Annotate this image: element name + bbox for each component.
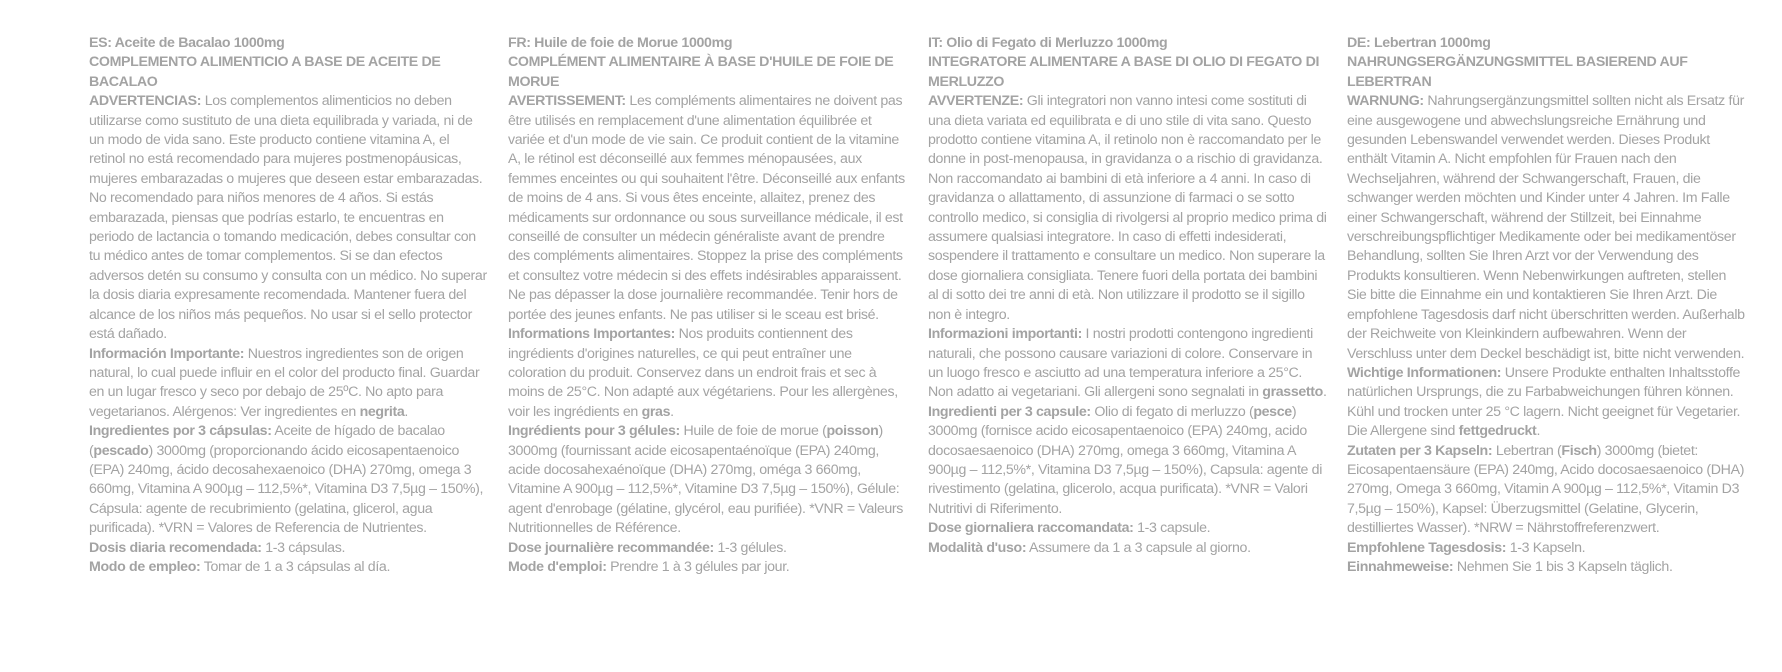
- column-subtitle: COMPLÉMENT ALIMENTAIRE À BASE D'HUILE DE FOIE DE MORUE: [508, 54, 894, 90]
- warnings-label: AVERTISSEMENT:: [508, 93, 626, 110]
- ingredients-label: Ingredientes por 3 cápsulas:: [89, 423, 272, 440]
- allergen-format-word: negrita: [359, 403, 405, 420]
- daily-dose-text: 1-3 cápsulas.: [261, 539, 346, 556]
- important-info-label: Informazioni importanti:: [928, 326, 1082, 343]
- allergen-format-word: fettgedruckt: [1458, 423, 1537, 440]
- important-info-end: .: [1322, 384, 1327, 401]
- important-info-end: .: [404, 403, 409, 420]
- usage-text: Prendre 1 à 3 gélules par jour.: [606, 558, 790, 575]
- ingredients-label: Zutaten per 3 Kapseln:: [1347, 442, 1493, 459]
- ingredients-text-rest: ) 3000mg (proporcionando ácido eicosapentaenoico (EPA) 240mg, ácido decosahexaenoico (DHA) 270mg, omega 3 660mg, Vitamina A 900µg – 112,5%*, Vitamina D3 7,5µg – 150%), Cápsula: agente de recubrimiento (gelatina, glicerol, agua purificada). *VRN = Valores de Referencia de Nutrientes.: [89, 442, 484, 537]
- important-info-end: .: [1536, 423, 1541, 440]
- column-title: ES: Aceite de Bacalao 1000mg: [89, 35, 285, 51]
- ingredients-text-rest: ) 3000mg (fournissant acide eicosapentaénoïque (EPA) 240mg, acide docosahexaénoïque (DHA) 270mg, oméga 3 660mg, Vitamine A 900µg – 112,5%*, Vitamine D3 7,5µg – 150%), Gélule: agent d'enrobage (gélatine, glycérol, eau purifiée). *VNR = Valeurs Nutritionnelles de Référence.: [508, 423, 904, 537]
- warnings-label: AVVERTENZE:: [928, 93, 1024, 110]
- ingredients-paragraph: [508, 422, 908, 538]
- ingredients-text-rest: ) 3000mg (fornisce acido eicosapentaenoico (EPA) 240mg, acido docosaesaenoico (DHA) 270mg, omega 3 660mg, Vitamina A 900µg – 112,5%*, Vitamina D3 7,5µg – 150%), Capsula: agente di rivestimento (gelatina, glicerolo, acqua purificata). *VNR = Valori Nutritivi di Riferimento.: [928, 403, 1323, 517]
- warnings-label: ADVERTENCIAS:: [89, 93, 202, 110]
- usage-text: Assumere da 1 a 3 capsule al giorno.: [1026, 539, 1251, 556]
- important-info-text: I nostri prodotti contengono ingredienti naturali, che possono causare variazioni di colore. Conservare in un luogo fresco e asciutto ad una temperatura inferiore a 25°C. Non adatto ai vegetariani. Gli allergeni sono segnalati in: [928, 326, 1313, 401]
- daily-dose-label: Dose journalière recommandée:: [508, 539, 714, 556]
- ingredients-text: Olio di fegato di merluzzo (: [1090, 403, 1254, 420]
- column-title: FR: Huile de foie de Morue 1000mg: [508, 35, 733, 51]
- important-info-text: Nos produits contiennent des ingrédients d'origines naturelles, ce qui peut entraîner une coloration du produit. Conservez dans un endroit frais et sec à moins de 25°C. Non adapté aux végétariens. Pour les allergènes, voir les ingrédients en: [508, 326, 898, 420]
- ingredients-label: Ingrédients pour 3 gélules:: [508, 423, 680, 440]
- important-info-paragraph: [89, 345, 489, 423]
- allergen-format-word: grassetto: [1262, 384, 1323, 401]
- daily-dose-paragraph: [508, 539, 908, 558]
- warnings-paragraph: [928, 92, 1328, 325]
- daily-dose-label: Empfohlene Tagesdosis:: [1347, 539, 1507, 556]
- ingredients-text: Huile de foie de morue (: [679, 423, 827, 440]
- daily-dose-text: 1-3 capsule.: [1133, 520, 1211, 537]
- important-info-text: Nuestros ingredientes son de origen natural, lo cual puede influir en el color del producto final. Guardar en un lugar fresco y seco por debajo de 25ºC. No apto para vegetarianos. Alérgenos: Ver ingredientes en: [89, 345, 480, 420]
- warnings-paragraph: [1347, 92, 1747, 364]
- spanish-column: [89, 34, 489, 577]
- important-info-paragraph: [508, 325, 908, 422]
- allergen-name: Fisch: [1561, 442, 1597, 459]
- ingredients-text: Aceite de hígado de bacalao (: [89, 423, 445, 459]
- daily-dose-label: Dosis diaria recomendada:: [89, 539, 262, 556]
- warnings-text: Los complementos alimenticios no deben utilizarse como sustituto de una dieta equilibrada y variada, ni de un modo de vida sano. Este producto contiene vitamina A, el retinol no está recomendado para mujeres postmenopáusicas, mujeres embarazadas o mujeres que deseen estar embarazadas. No recomendado para niños menores de 4 años. Si estás embarazada, piensas que podrías estarlo, te encuentras en periodo de lactancia o tomando medicación, debes consultar con tu médico antes de tomar complementos. Si se dan efectos adversos detén su consumo y consulta con un médico. No superar la dosis diaria expresamente recomendada. Mantener fuera del alcance de los niños más pequeños. No usar si el sello protector está dañado.: [89, 93, 487, 343]
- allergen-format-word: gras: [641, 403, 671, 420]
- ingredients-paragraph: [89, 422, 489, 538]
- column-title: DE: Lebertran 1000mg: [1347, 35, 1491, 51]
- column-subtitle: NAHRUNGSERGÄNZUNGSMITTEL BASIEREND AUF LEBERTRAN: [1347, 54, 1688, 90]
- usage-paragraph: [89, 558, 489, 577]
- warnings-text: Nahrungsergänzungsmittel sollten nicht als Ersatz für eine ausgewogene und abwechslungsreiche Ernährung und gesunden Lebenswandel verwendet werden. Dieses Produkt enthält Vitamin A. Nicht empfohlen für Frauen nach den Wechseljahren, während der Schwangerschaft, Frauen, die schwanger werden möchten und Kinder unter 4 Jahren. Im Falle einer Schwangerschaft, während der Stillzeit, bei Einnahme verschreibungspflichtiger Medikamente oder bei medikamentöser Behandlung, sollten Sie Ihren Arzt vor der Verwendung des Produkts konsultieren. Wenn Nebenwirkungen auftreten, stellen Sie bitte die Einnahme ein und kontaktieren Sie Ihren Arzt. Die empfohlene Tagesdosis darf nicht überschritten werden. Außerhalb der Reichweite von Kleinkindern aufbewahren. Wenn der Verschluss unter dem Deckel beschädigt ist, bitte nicht verwenden.: [1347, 93, 1745, 362]
- important-info-label: Informations Importantes:: [508, 326, 676, 343]
- important-info-label: Wichtige Informationen:: [1347, 364, 1502, 381]
- important-info-text: Unsere Produkte enthalten Inhaltsstoffe natürlichen Ursprungs, die zu Farbabweichungen führen können. Kühl und trocken unter 25 °C lagern. Nicht geeignet für Vegetarier. Die Allergene sind: [1347, 364, 1741, 440]
- usage-label: Modo de empleo:: [89, 558, 201, 575]
- warnings-text: Les compléments alimentaires ne doivent pas être utilisés en remplacement d'une alimentation équilibrée et variée et d'un mode de vie sain. Ce produit contient de la vitamine A, le rétinol est déconseillé aux femmes ménopausées, aux femmes enceintes ou qui souhaitent l'être. Déconseillé aux enfants de moins de 4 ans. Si vous êtes enceinte, allaitez, prenez des médicaments sur ordonnance ou sous surveillance médicale, il est conseillé de consulter un médecin généraliste avant de prendre des compléments alimentaires. Stoppez la prise des compléments et consultez votre médecin si des effets indésirables apparaissent. Ne pas dépasser la dose journalière recommandée. Tenir hors de portée des jeunes enfants. Ne pas utiliser si le sceau est brisé.: [508, 93, 905, 323]
- daily-dose-text: 1-3 Kapseln.: [1506, 539, 1586, 556]
- daily-dose-text: 1-3 gélules.: [713, 539, 787, 556]
- ingredients-paragraph: [1347, 442, 1747, 539]
- usage-paragraph: [508, 558, 908, 577]
- column-subtitle: INTEGRATORE ALIMENTARE A BASE DI OLIO DI FEGATO DI MERLUZZO: [928, 54, 1320, 90]
- column-title: IT: Olio di Fegato di Merluzzo 1000mg: [928, 35, 1168, 51]
- column-subtitle: COMPLEMENTO ALIMENTICIO A BASE DE ACEITE DE BACALAO: [89, 54, 441, 90]
- important-info-end: .: [670, 403, 674, 420]
- usage-paragraph: [928, 539, 1328, 558]
- allergen-name: pescado: [93, 442, 149, 459]
- warnings-text: Gli integratori non vanno intesi come sostituti di una dieta variata ed equilibrata e di uno stile di vita sano. Questo prodotto contiene vitamina A, il retinolo non è raccomandato per le donne in post-menopausa, in gravidanza o a rischio di gravidanza. Non raccomandato ai bambini di età inferiore a 4 anni. In caso di gravidanza o allattamento, di assunzione di farmaci o se sotto controllo medico, si consiglia di rivolgersi al proprio medico prima di assumere qualsiasi integratore. In caso di effetti indesiderati, sospendere il trattamento e consultare un medico. Non superare la dose giornaliera consigliata. Tenere fuori della portata dei bambini al di sotto dei tre anni di età. Non utilizzare il prodotto se il sigillo non è integro.: [928, 93, 1327, 323]
- ingredients-paragraph: [928, 403, 1328, 519]
- allergen-name: pesce: [1253, 403, 1292, 420]
- allergen-name: poisson: [826, 423, 879, 440]
- usage-label: Mode d'emploi:: [508, 558, 607, 575]
- daily-dose-paragraph: [89, 539, 489, 558]
- important-info-paragraph: [1347, 364, 1747, 442]
- german-column: [1347, 34, 1747, 577]
- italian-column: [928, 34, 1328, 558]
- daily-dose-label: Dose giornaliera raccomandata:: [928, 520, 1134, 537]
- ingredients-label: Ingredienti per 3 capsule:: [928, 403, 1091, 420]
- usage-text: Tomar de 1 a 3 cápsulas al día.: [200, 558, 391, 575]
- warnings-paragraph: [89, 92, 489, 344]
- usage-paragraph: [1347, 558, 1747, 577]
- warnings-label: WARNUNG:: [1347, 93, 1424, 110]
- usage-text: Nehmen Sie 1 bis 3 Kapseln täglich.: [1453, 558, 1673, 575]
- usage-label: Modalità d'uso:: [928, 539, 1027, 556]
- important-info-label: Información Importante:: [89, 345, 245, 362]
- daily-dose-paragraph: [1347, 539, 1747, 558]
- ingredients-text: Lebertran (: [1492, 442, 1562, 459]
- daily-dose-paragraph: [928, 519, 1328, 538]
- warnings-paragraph: [508, 92, 908, 325]
- french-column: [508, 34, 908, 577]
- usage-label: Einnahmeweise:: [1347, 558, 1454, 575]
- important-info-paragraph: [928, 325, 1328, 403]
- ingredients-text-rest: ) 3000mg (bietet: Eicosapentaensäure (EPA) 240mg, Acido docosaesaenoico (DHA) 270mg, Omega 3 660mg, Vitamin A 900µg – 112,5%*, Vitamin D3 7,5µg – 150%), Kapsel: Überzugsmittel (Gelatine, Glycerin, destilliertes Wasser). *NRW = Nährstoffreferenzwert.: [1347, 442, 1745, 537]
